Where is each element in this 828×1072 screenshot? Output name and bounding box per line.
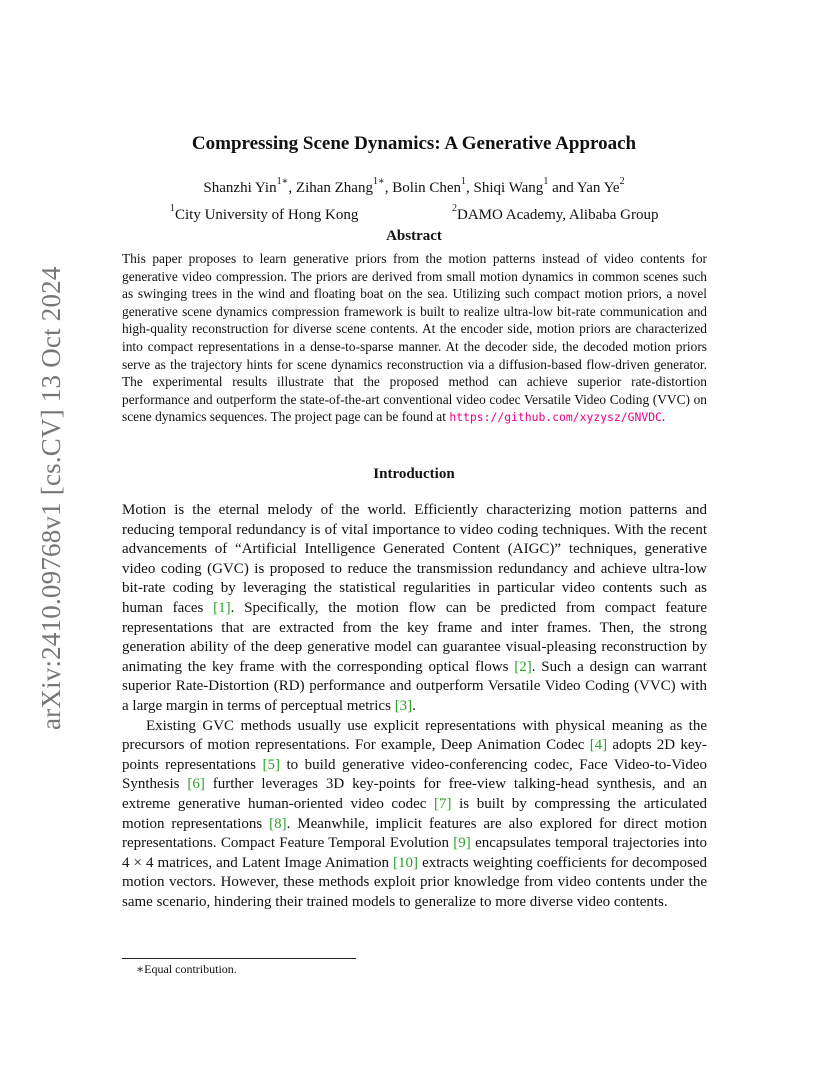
affiliation-1 [170, 203, 359, 224]
text-run: . Specifically, the motion flow can be predicted from compact feature representations that are extracted from the key frame and inter frames. Then, the strong generation ability of the deep generative model can guarantee visual-pleasing reconstruction by animating the key frame with the corresponding optical flows [122, 599, 707, 675]
project-link[interactable]: https://github.com/xyzysz/GNVDC [449, 410, 662, 425]
paper-title: Compressing Scene Dynamics: A Generative Approach [191, 133, 637, 154]
abstract-end: . [661, 409, 666, 425]
footnote-rule [122, 958, 356, 959]
citation-link[interactable]: [7] [434, 795, 452, 812]
introduction-body [122, 501, 707, 912]
author-name: Shanzhi Yin [203, 180, 277, 196]
footnote: ∗Equal contribution. [136, 962, 237, 976]
citation-link[interactable]: [8] [269, 815, 287, 832]
abstract-body [122, 250, 707, 427]
text-run: further leverages 3D key-points for free-view talking-head synthesis, and an extreme generative human-oriented video codec [122, 776, 708, 812]
author-name: Shiqi Wang [473, 180, 544, 196]
citation-link[interactable]: [10] [393, 854, 419, 871]
affiliation-name: City University of Hong Kong [175, 207, 359, 223]
citation-link[interactable]: [3] [394, 697, 413, 714]
text-run: adopts 2D key-points representations [122, 737, 707, 773]
citation-link[interactable]: [5] [262, 756, 280, 773]
text-run: extracts weighting coefficients for decomposed motion vectors. However, these methods exploit prior knowledge from video contents under the same scenario, hindering their trained models to generalize to more diverse video contents. [122, 854, 707, 910]
author-name: Bolin Chen [392, 180, 462, 196]
affiliation-2 [452, 203, 659, 224]
text-run: . [412, 697, 416, 714]
author-mark: 1 [461, 176, 467, 187]
author-separator: and [548, 180, 577, 196]
paragraph-2 [122, 717, 707, 913]
citation-link[interactable]: [2] [514, 658, 532, 675]
author-mark: 1 [543, 176, 549, 187]
arxiv-identifier: arXiv:2410.09768v1 [cs.CV] 13 Oct 2024 [36, 266, 66, 730]
affiliation-mark: 2 [452, 203, 457, 214]
author-list [0, 176, 828, 197]
citation-link[interactable]: [1] [213, 599, 231, 616]
text-run: . Such a design can warrant superior Rate-Distortion (RD) performance and outperform Versatile Video Coding (VVC) with a large margin in terms of perceptual metrics [122, 658, 707, 714]
author-name: Yan Ye [576, 180, 620, 196]
text-run: . Meanwhile, implicit features are also explored for direct motion representations. Compact Feature Temporal Evolution [122, 815, 707, 852]
author-separator: , [288, 180, 296, 196]
text-run: Existing GVC methods usually use explicit representations with physical meaning as the precursors of motion representations. For example, Deep Animation Codec [122, 717, 707, 754]
paragraph-1 [122, 501, 707, 717]
author-mark: 1∗ [372, 176, 385, 187]
affiliation-name: DAMO Academy, Alibaba Group [457, 207, 659, 223]
text-run: encapsulates temporal trajectories into 4 × 4 matrices, and Latent Image Animation [122, 835, 708, 871]
author-name: Zihan Zhang [295, 180, 373, 196]
author-separator: , [466, 180, 474, 196]
text-run: to build generative video-conferencing codec, Face Video-to-Video Synthesis [122, 756, 707, 793]
abstract-text: This paper proposes to learn generative priors from the motion patterns instead of video contents for generative video compression. The priors are derived from small motion dynamics in common scenes such as swinging trees in the wind and floating boat on the sea. Utilizing such compact motion priors, a novel generative scene dynamics compression framework is built to realize ultra-low bit-rate communication and high-quality reconstruction for diverse scene contents. At the encoder side, motion priors are characterized into compact representations in a dense-to-sparse manner. At the decoder side, the decoded motion priors serve as the trajectory hints for scene dynamics reconstruction via a diffusion-based flow-driven generator. The experimental results illustrate that the proposed method can achieve superior rate-distortion performance and outperform the state-of-the-art conventional video codec Versatile Video Coding (VVC) on scene dynamics sequences. The project page can be found at [122, 251, 707, 425]
author-mark: 1∗ [276, 176, 289, 187]
author-mark: 2 [619, 176, 625, 187]
author-separator: , [384, 180, 393, 196]
text-run: Motion is the eternal melody of the world. Efficiently characterizing motion patterns and reducing temporal redundancy is of vital importance to video coding techniques. With the recent advancements of “Artificial Intelligence Generated Content (AIGC)” techniques, generative video coding (GVC) is proposed to reduce the transmission redundancy and achieve ultra-low bit-rate coding by leveraging the statistical regularities in particular video contents such as human faces [122, 502, 707, 616]
text-run: is built by compressing the articulated motion representations [122, 795, 708, 832]
citation-link[interactable]: [6] [187, 776, 205, 793]
affiliation-mark: 1 [170, 203, 175, 214]
citation-link[interactable]: [4] [589, 737, 608, 754]
introduction-heading: Introduction [373, 466, 455, 482]
abstract-heading: Abstract [386, 228, 442, 244]
citation-link[interactable]: [9] [453, 835, 471, 852]
